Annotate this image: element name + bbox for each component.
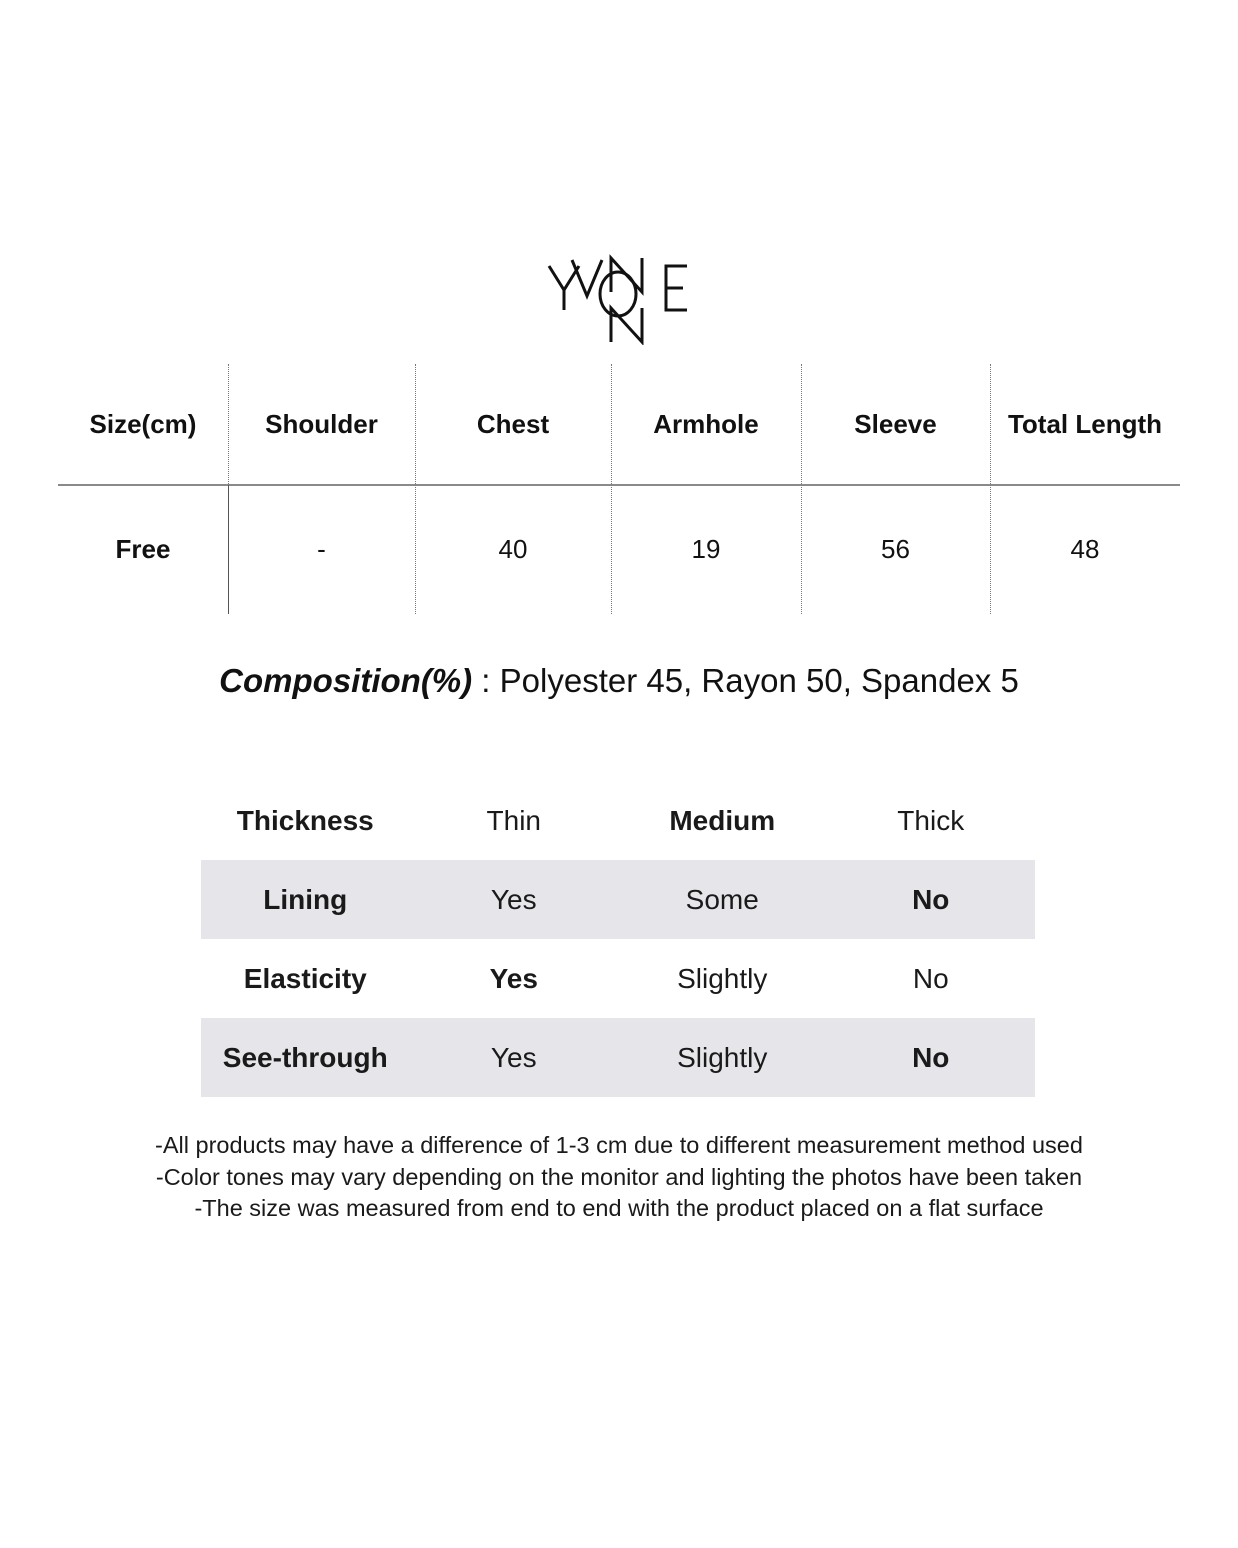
sleeve-value-cell: 56	[881, 534, 910, 564]
attribute-label: See-through	[222, 1041, 388, 1073]
column-divider	[801, 364, 802, 614]
attribute-option: Thin	[486, 804, 541, 836]
size-value-cell: Free	[115, 534, 171, 564]
attribute-label: Thickness	[236, 804, 374, 836]
attribute-option: Yes	[490, 1041, 537, 1073]
attribute-label: Elasticity	[243, 962, 367, 994]
column-divider	[415, 364, 416, 614]
shoulder-value-cell: -	[317, 534, 326, 564]
notes	[0, 1130, 1238, 1225]
fabric-attributes-table	[201, 781, 1035, 1097]
attribute-label: Lining	[263, 883, 348, 915]
brand-logo-icon	[545, 250, 695, 345]
total-length-header-cell: Total Length	[1007, 408, 1163, 439]
column-divider	[611, 364, 612, 614]
attribute-row-thickness	[201, 781, 1035, 860]
attribute-option: Slightly	[677, 962, 768, 994]
column-divider	[228, 485, 229, 614]
attribute-option: Some	[685, 883, 759, 915]
attribute-row-lining	[201, 860, 1035, 939]
size-table-header-row	[58, 364, 1180, 484]
attribute-row-see-through	[201, 1018, 1035, 1097]
size-header-cell: Size(cm)	[89, 408, 197, 439]
attribute-row-elasticity	[201, 939, 1035, 1018]
attribute-option-selected: No	[912, 883, 950, 915]
composition-line	[0, 662, 1238, 700]
attribute-option: Thick	[897, 804, 965, 836]
composition-value: Polyester 45, Rayon 50, Spandex 5	[499, 662, 1019, 699]
sleeve-header-cell: Sleeve	[854, 408, 937, 439]
attribute-option: Slightly	[677, 1041, 768, 1073]
shoulder-header-cell: Shoulder	[265, 408, 378, 439]
note-line: -Color tones may vary depending on the monitor and lighting the photos have been taken	[155, 1163, 1083, 1190]
armhole-value-cell: 19	[691, 534, 721, 564]
composition-label: Composition(%)	[219, 662, 473, 699]
total-length-value-cell: 48	[1070, 534, 1100, 564]
attribute-option-selected: Yes	[489, 962, 538, 994]
armhole-header-cell: Armhole	[653, 408, 759, 439]
chest-header-cell: Chest	[476, 408, 550, 439]
attribute-option: Yes	[490, 883, 537, 915]
column-divider	[228, 364, 229, 484]
composition-separator: :	[472, 662, 500, 699]
note-line: -All products may have a difference of 1-3 cm due to different measurement method used	[155, 1132, 1083, 1158]
attribute-option-selected: No	[912, 1041, 950, 1073]
chest-value-cell: 40	[498, 534, 528, 564]
note-line: -The size was measured from end to end with the product placed on a flat surface	[194, 1195, 1044, 1221]
size-table	[58, 364, 1180, 614]
attribute-option: No	[912, 962, 949, 994]
column-divider	[990, 364, 991, 614]
attribute-option-selected: Medium	[669, 804, 776, 836]
size-table-row	[58, 485, 1180, 614]
